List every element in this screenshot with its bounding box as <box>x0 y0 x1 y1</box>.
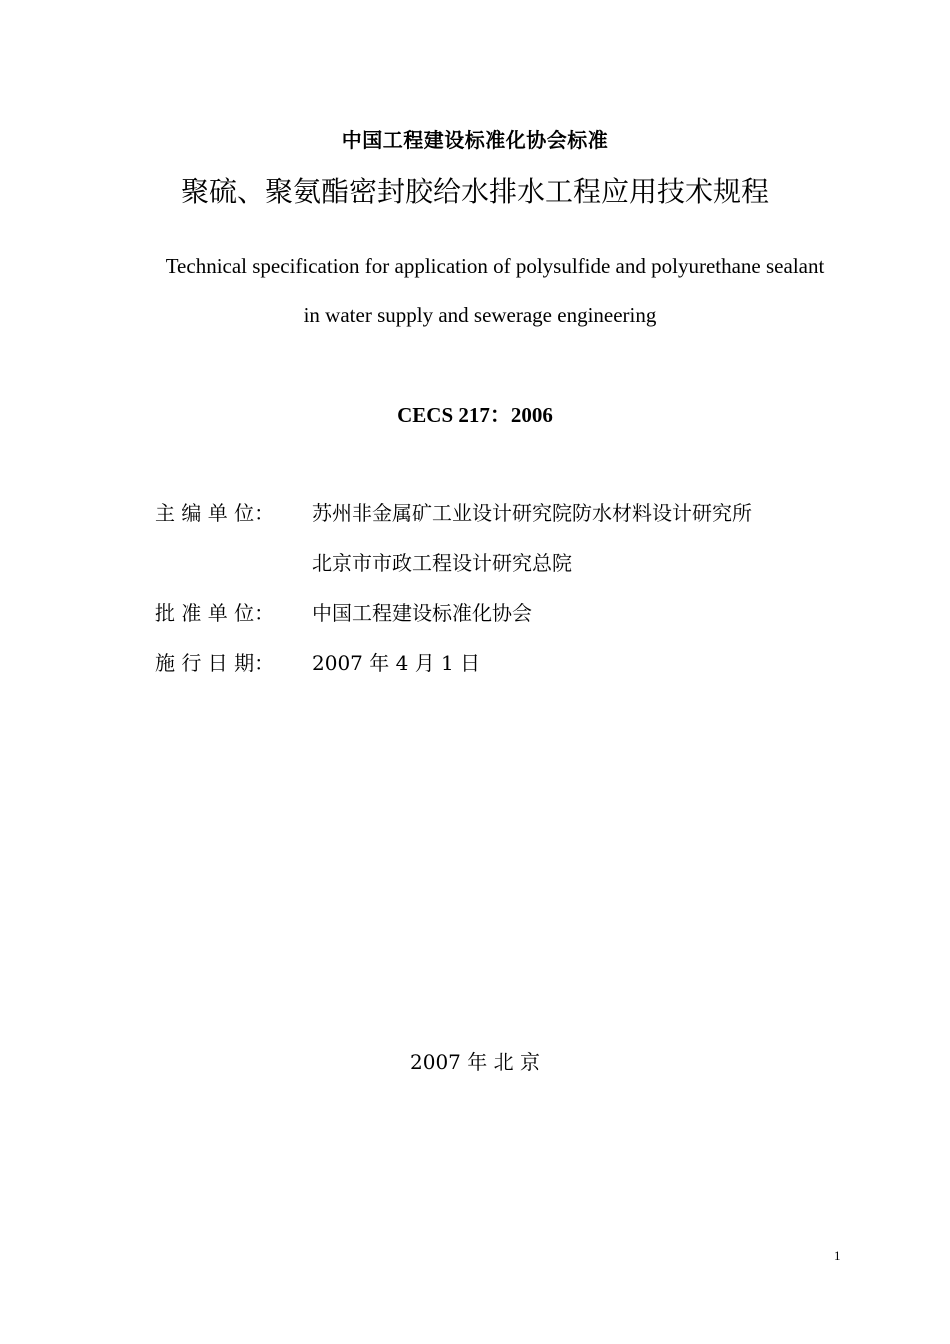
chief-editor-value-2: 北京市市政工程设计研究总院 <box>312 551 572 575</box>
publication-year-place: 2007 年 北 京 <box>410 1050 540 1074</box>
effective-date-label: 施 行 日 期： <box>155 651 275 675</box>
approving-unit-value: 中国工程建设标准化协会 <box>312 601 532 625</box>
english-title-line-2: in water supply and sewerage engineering <box>303 303 657 327</box>
chief-editor-label: 主 编 单 位： <box>155 501 275 525</box>
association-title: 中国工程建设标准化协会标准 <box>341 128 609 152</box>
chinese-title: 聚硫、聚氨酯密封胶给水排水工程应用技术规程 <box>180 175 769 208</box>
page-number: 1 <box>834 1248 841 1263</box>
chief-editor-value-1: 苏州非金属矿工业设计研究院防水材料设计研究所 <box>312 501 752 525</box>
approving-unit-label: 批 准 单 位： <box>155 601 275 625</box>
standard-code: CECS 217：2006 <box>397 403 553 427</box>
effective-date-value: 2007 年 4 月 1 日 <box>312 651 481 675</box>
english-title-line-1: Technical specification for application of polysulfide and polyurethane sealant <box>165 254 825 278</box>
